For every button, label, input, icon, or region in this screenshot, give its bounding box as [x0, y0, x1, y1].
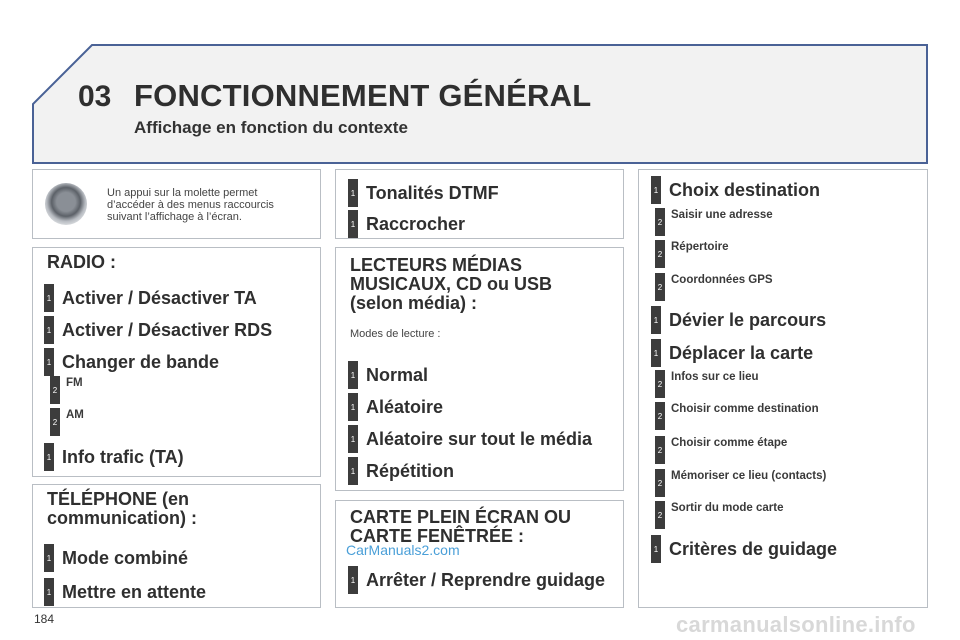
menu-item	[44, 284, 257, 312]
menu-item-label: Activer / Désactiver RDS	[62, 319, 273, 340]
menu-item	[348, 210, 465, 238]
level-badge: 1	[348, 361, 358, 389]
menu-item-label: Raccrocher	[366, 213, 466, 234]
submenu-item	[655, 469, 826, 497]
watermark-small[interactable]: CarManuals2.com	[346, 542, 460, 558]
chapter-number: 03	[78, 80, 112, 113]
intro-line: Un appui sur la molette permet	[107, 187, 258, 199]
map-heading-line: CARTE PLEIN ÉCRAN OU	[350, 507, 572, 527]
level-badge: 2	[655, 402, 665, 430]
menu-item-label: Critères de guidage	[669, 538, 838, 559]
level-badge: 1	[348, 393, 358, 421]
submenu-item	[655, 402, 819, 430]
submenu-item	[655, 501, 783, 529]
menu-item	[348, 457, 454, 485]
menu-item	[651, 176, 820, 204]
menu-item-label: Dévier le parcours	[669, 309, 827, 330]
level-badge: 1	[348, 566, 358, 594]
level-badge: 1	[44, 443, 54, 471]
menu-item	[651, 306, 826, 334]
media-heading-line: MUSICAUX, CD ou USB	[350, 274, 552, 294]
menu-item	[651, 339, 813, 367]
menu-item-label: Déplacer la carte	[669, 342, 814, 363]
submenu-item	[50, 408, 84, 436]
media-heading	[350, 256, 552, 313]
menu-item-label: Normal	[366, 364, 429, 385]
submenu-item-label: Mémoriser ce lieu (contacts)	[671, 470, 827, 482]
knob-icon	[45, 183, 87, 225]
menu-item	[348, 393, 443, 421]
menu-item-label: Tonalités DTMF	[366, 182, 499, 203]
level-badge: 1	[348, 425, 358, 453]
submenu-item-label: Sortir du mode carte	[671, 502, 784, 514]
menu-item-label: Info trafic (TA)	[62, 446, 184, 467]
menu-item	[44, 544, 188, 572]
menu-item-label: Répétition	[366, 460, 454, 481]
menu-item	[348, 425, 592, 453]
menu-item-label: Mode combiné	[62, 547, 189, 568]
level-badge: 1	[348, 457, 358, 485]
level-badge: 1	[651, 535, 661, 563]
menu-item-label: Choix destination	[669, 179, 821, 200]
level-badge: 1	[44, 578, 54, 606]
submenu-item	[655, 370, 759, 398]
level-badge: 1	[44, 316, 54, 344]
menu-item	[44, 578, 206, 606]
submenu-item	[655, 273, 773, 301]
level-badge: 1	[44, 348, 54, 376]
level-badge: 1	[348, 179, 358, 207]
menu-item-label: Activer / Désactiver TA	[62, 287, 257, 308]
page-number: 184	[34, 612, 55, 626]
menu-item	[44, 348, 219, 376]
menu-item-label: Aléatoire sur tout le média	[366, 428, 593, 449]
map-heading	[350, 508, 571, 546]
submenu-item-label: Infos sur ce lieu	[671, 371, 759, 383]
menu-item-label: Aléatoire	[366, 396, 444, 417]
submenu-item	[655, 208, 773, 236]
menu-item-label: Mettre en attente	[62, 581, 207, 602]
submenu-item	[50, 376, 83, 404]
level-badge: 2	[50, 376, 60, 404]
level-badge: 1	[44, 284, 54, 312]
submenu-item-label: FM	[66, 377, 83, 389]
level-badge: 2	[655, 436, 665, 464]
menu-item-label: Arrêter / Reprendre guidage	[366, 569, 606, 590]
menu-item	[348, 179, 499, 207]
level-badge: 1	[348, 210, 358, 238]
level-badge: 2	[50, 408, 60, 436]
submenu-item-label: AM	[66, 409, 84, 421]
radio-heading: RADIO :	[47, 252, 116, 272]
menu-item	[651, 535, 837, 563]
level-badge: 2	[655, 208, 665, 236]
page-title: FONCTIONNEMENT GÉNÉRAL	[134, 78, 592, 113]
level-badge: 1	[651, 176, 661, 204]
submenu-item-label: Saisir une adresse	[671, 209, 773, 221]
level-badge: 1	[651, 339, 661, 367]
level-badge: 2	[655, 240, 665, 268]
submenu-item-label: Choisir comme étape	[671, 437, 788, 449]
page-subtitle: Affichage en fonction du contexte	[134, 118, 408, 137]
phone-heading	[47, 490, 197, 528]
menu-item-label: Changer de bande	[62, 351, 220, 372]
level-badge: 2	[655, 469, 665, 497]
level-badge: 2	[655, 370, 665, 398]
menu-item	[348, 566, 605, 594]
level-badge: 2	[655, 501, 665, 529]
watermark-large: carmanualsonline.info	[676, 612, 916, 637]
submenu-item-label: Choisir comme destination	[671, 403, 819, 415]
submenu-item-label: Coordonnées GPS	[671, 274, 773, 286]
submenu-item-label: Répertoire	[671, 241, 729, 253]
level-badge: 1	[651, 306, 661, 334]
map-heading-line: CARTE FENÊTRÉE :	[350, 526, 525, 546]
phone-heading-line: communication) :	[47, 508, 198, 528]
modes-label: Modes de lecture :	[350, 328, 441, 340]
media-heading-line: LECTEURS MÉDIAS	[350, 255, 523, 275]
media-heading-line: (selon média) :	[350, 293, 478, 313]
intro-line: suivant l’affichage à l’écran.	[107, 211, 242, 223]
submenu-item	[655, 240, 729, 268]
phone-heading-line: TÉLÉPHONE (en	[47, 489, 190, 509]
intro-text	[107, 187, 274, 223]
level-badge: 1	[44, 544, 54, 572]
level-badge: 2	[655, 273, 665, 301]
menu-item	[44, 443, 184, 471]
submenu-item	[655, 436, 787, 464]
menu-item	[44, 316, 272, 344]
menu-item	[348, 361, 428, 389]
intro-line: d’accéder à des menus raccourcis	[107, 199, 274, 211]
